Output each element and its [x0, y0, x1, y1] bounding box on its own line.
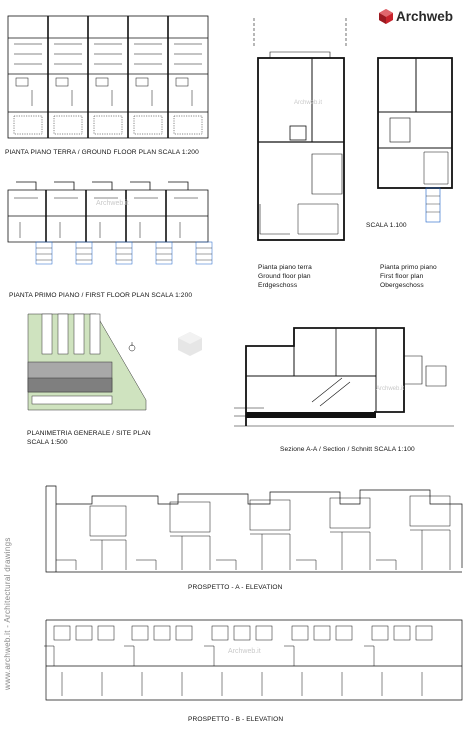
- elevation-b-drawing: [42, 616, 466, 708]
- site-plan-caption: PLANIMETRIA GENERALE / SITE PLAN: [27, 430, 151, 437]
- watermark: Archweb.it: [96, 200, 129, 207]
- elevation-b-caption: PROSPETTO - B - ELEVATION: [188, 716, 284, 723]
- site-plan-drawing: [24, 312, 152, 416]
- elevation-a-caption: PROSPETTO - A - ELEVATION: [188, 584, 283, 591]
- watermark: Archweb.it: [228, 648, 261, 655]
- sidebar-website-text: www.archweb.it - Architectural drawings: [3, 537, 12, 690]
- elevation-a-drawing: [42, 480, 466, 580]
- first-floor-label-de: Obergeschoss: [380, 282, 424, 289]
- unit-plans-scale: SCALA 1.100: [366, 222, 407, 229]
- first-floor-label-en: First floor plan: [380, 273, 424, 280]
- ground-floor-label-it: Pianta piano terra: [258, 264, 312, 271]
- unit-first-floor-plan-drawing: [372, 52, 462, 224]
- ground-floor-plan-caption: PIANTA PIANO TERRA / GROUND FLOOR PLAN SCALA 1:200: [5, 149, 199, 156]
- first-floor-plan-caption: PIANTA PRIMO PIANO / FIRST FLOOR PLAN SCALA 1:200: [9, 292, 193, 299]
- section-caption: Sezione A-A / Section / Schnitt SCALA 1:100: [280, 446, 415, 453]
- ground-floor-plan-drawing: [6, 14, 212, 142]
- brand-name: Archweb: [396, 9, 454, 24]
- first-floor-label-it: Pianta primo piano: [380, 264, 437, 271]
- section-a-a-drawing: [226, 316, 462, 436]
- ground-floor-label-en: Ground floor plan: [258, 273, 311, 280]
- ground-floor-label-de: Erdgeschoss: [258, 282, 298, 289]
- archweb-logo-icon: [378, 8, 394, 24]
- svg-text:Archweb.it: Archweb.it: [294, 100, 323, 106]
- first-floor-plan-drawing: [6, 180, 216, 284]
- site-plan-scale: SCALA 1:500: [27, 439, 68, 446]
- section-marker-icon: [176, 330, 204, 358]
- svg-text:Archweb.it: Archweb.it: [376, 386, 405, 392]
- unit-ground-floor-plan-drawing: [250, 14, 350, 252]
